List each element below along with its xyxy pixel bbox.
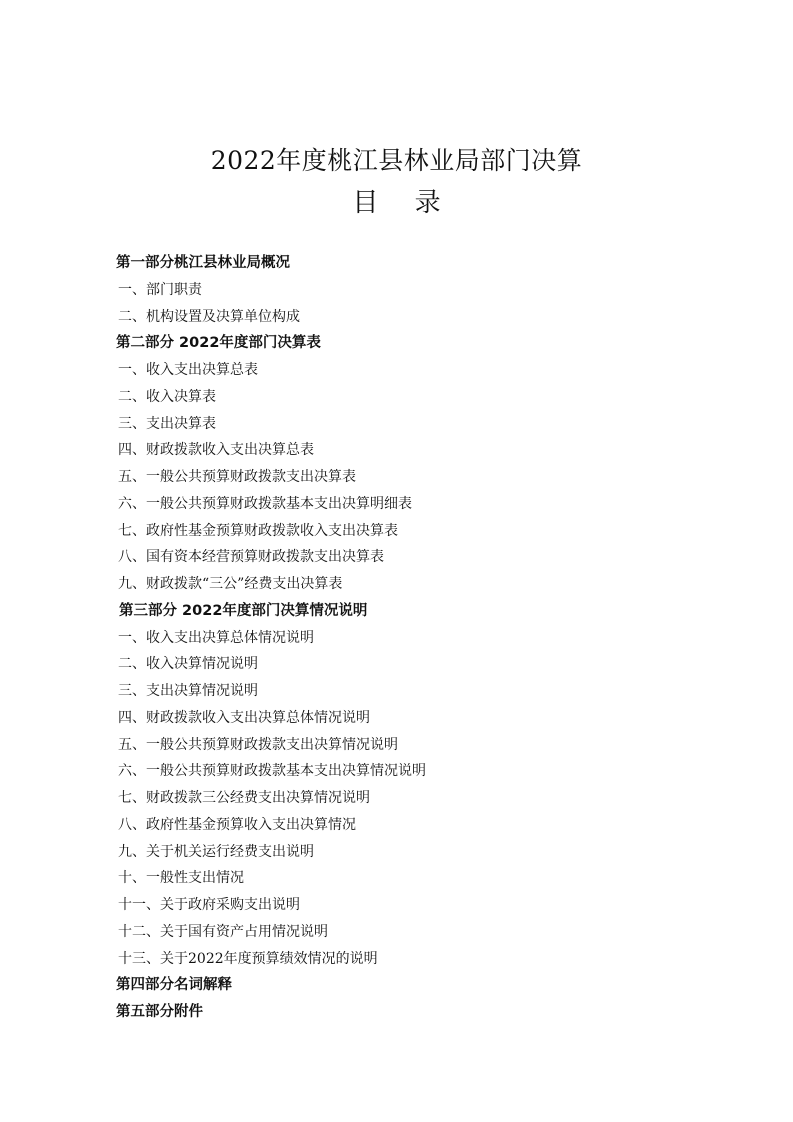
document-subtitle: 目 录 (352, 188, 455, 218)
toc-item: 四、财政拨款收入支出决算总体情况说明 (118, 709, 370, 726)
toc-item: 三、支出决算情况说明 (118, 683, 258, 699)
toc-item: 五、一般公共预算财政拨款支出决算情况说明 (118, 736, 398, 753)
toc-item: 七、政府性基金预算财政拨款收入支出决算表 (118, 522, 398, 539)
document-title: 2022年度桃江县林业局部门决算 (210, 146, 583, 175)
toc-item: 八、国有资本经营预算财政拨款支出决算表 (118, 549, 384, 566)
toc-section-heading: 第五部分附件 (116, 1004, 203, 1020)
toc-section-heading: 第一部分桃江县林业局概况 (116, 255, 290, 271)
toc-item: 二、机构设置及决算单位构成 (118, 308, 300, 325)
toc-item: 一、部门职责 (118, 281, 202, 298)
toc-item: 十三、关于2022年度预算绩效情况的说明 (118, 950, 378, 967)
toc-item: 二、收入决算情况说明 (118, 656, 258, 673)
toc-item: 七、财政拨款三公经费支出决算情况说明 (118, 790, 370, 806)
toc-item: 六、一般公共预算财政拨款基本支出决算情况说明 (118, 763, 426, 780)
toc-section-heading: 第四部分名词解释 (116, 977, 232, 994)
toc-item: 九、财政拨款“三公”经费支出决算表 (118, 576, 343, 592)
toc-item: 八、政府性基金预算收入支出决算情况 (118, 816, 356, 833)
toc-item: 十二、关于国有资产占用情况说明 (118, 923, 328, 940)
toc-item: 二、收入决算表 (118, 388, 216, 405)
toc-item: 四、财政拨款收入支出决算总表 (118, 442, 314, 459)
table-of-contents (116, 250, 716, 1026)
toc-item: 十、一般性支出情况 (118, 870, 244, 887)
toc-item: 六、一般公共预算财政拨款基本支出决算明细表 (118, 495, 412, 512)
toc-item: 九、关于机关运行经费支出说明 (118, 843, 314, 860)
toc-item: 一、收入支出决算总表 (118, 362, 258, 378)
toc-item: 三、支出决算表 (118, 415, 216, 432)
toc-section-heading: 第三部分 2022年度部门决算情况说明 (119, 602, 368, 619)
toc-item: 十一、关于政府采购支出说明 (118, 897, 300, 913)
toc-section-heading: 第二部分 2022年度部门决算表 (116, 335, 321, 352)
toc-item: 五、一般公共预算财政拨款支出决算表 (118, 469, 356, 485)
toc-item: 一、收入支出决算总体情况说明 (118, 629, 314, 646)
